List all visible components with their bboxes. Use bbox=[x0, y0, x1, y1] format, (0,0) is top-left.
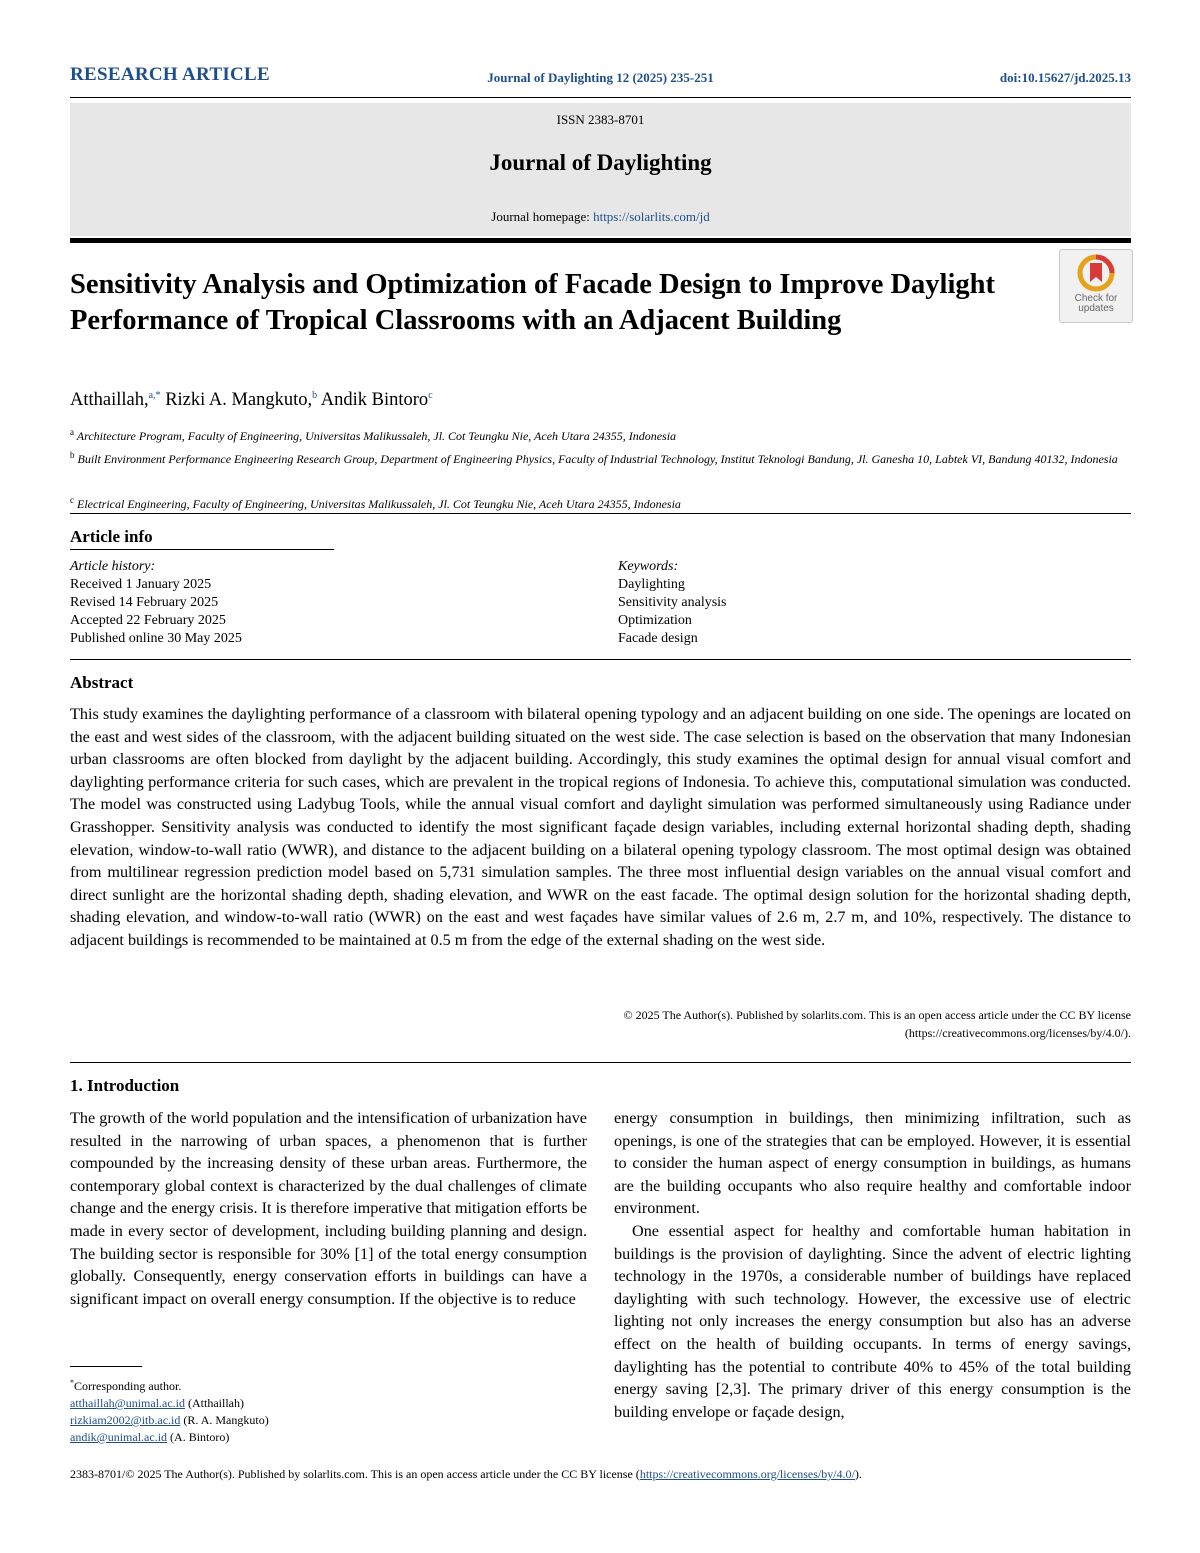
article-history bbox=[70, 558, 242, 648]
corresponding-author-footnote: *Corresponding author. atthaillah@unimal.ac.id (Atthaillah) rizkiam2002@itb.ac.id (R. A. Mangkuto) andik@unimal.ac.id (A. Bintoro) bbox=[70, 1378, 269, 1444]
abstract-text: This study examines the daylighting performance of a classroom with bilateral opening typology and an adjacent building on one side. The openings are located on the east and west sides of the classroom, with the adjacent building situated on the west side. The case selection is based on the observation that many Indonesian urban classrooms are often blocked from daylight by the adjacent building. Accordingly, this study examines the optimal design for annual visual comfort and daylighting performance criteria for such cases, which are prevalent in the tropical regions of Indonesia. To achieve this, computational simulation was conducted. The model was constructed using Ladybug Tools, while the annual visual comfort and daylight simulation was performed simultaneously using Radiance under Grasshopper. Sensitivity analysis was conducted to identify the most significant façade design variables, including external horizontal shading depth, shading elevation, window-to-wall ratio (WWR), and distance to the adjacent building on a bilateral opening typology classroom. The most optimal design was obtained from multilinear regression prediction model based on 5,731 simulation samples. The three most influential design variables on the annual visual comfort and direct sunlight are the horizontal shading depth, shading elevation, and WWR on the east facade. The optimal design solution for the horizontal shading depth, shading elevation, and window-to-wall ratio (WWR) on the east and west façades have similar values of 2.6 m, 2.7 m, and 10%, respectively. The distance to adjacent buildings is recommended to be maintained at 0.5 m from the edge of the external shading on the west side. bbox=[70, 705, 1131, 949]
article-type: RESEARCH ARTICLE bbox=[70, 64, 270, 85]
author-name: Atthaillah, bbox=[70, 390, 149, 411]
section-rule bbox=[70, 1062, 1131, 1063]
journal-reference: Journal of Daylighting 12 (2025) 235-251 bbox=[487, 70, 714, 85]
article-info-rule bbox=[70, 549, 334, 550]
copyright-notice: © 2025 The Author(s). Published by solarlits.com. This is an open access article under the CC BY license (https://creativecommons.org/licenses/by/4.0/). bbox=[431, 1006, 1131, 1042]
article-title: Sensitivity Analysis and Optimization of Facade Design to Improve Daylight Performance of Tropical Classrooms with an Adjacent Building bbox=[70, 269, 995, 336]
footer-license-link[interactable]: https://creativecommons.org/licenses/by/4.0/ bbox=[639, 1467, 855, 1481]
homepage-link[interactable]: https://solarlits.com/jd bbox=[593, 209, 710, 224]
page-footer: 2383-8701/© 2025 The Author(s). Published by solarlits.com. This is an open access article under the CC BY license (https://creativecommons.org/licenses/by/4.0/). bbox=[70, 1467, 862, 1481]
journal-name: Journal of Daylighting bbox=[489, 150, 712, 175]
homepage-label: Journal homepage: bbox=[491, 209, 594, 224]
introduction-heading: 1. Introduction bbox=[70, 1076, 180, 1095]
author-affiliation-mark[interactable]: a,* bbox=[148, 390, 161, 401]
history-item: Accepted 22 February 2025 bbox=[70, 613, 226, 628]
keyword: Facade design bbox=[618, 631, 698, 646]
paragraph: The growth of the world population and the intensification of urbanization have resulted in the narrowing of urban spaces, a phenomenon that is further compounded by the increasing density of these urban areas. Furthermore, the contemporary global context is characterized by the dual challenges of climate change and the energy crisis. It is therefore imperative that mitigation efforts be made in every sector of development, including building planning and design. The building sector is responsible for 30% [1] of the total energy consumption globally. Consequently, energy conservation efforts in buildings can have a significant impact on overall energy consumption. If the objective is to reduce bbox=[70, 1109, 587, 1308]
history-item: Published online 30 May 2025 bbox=[70, 631, 242, 646]
author-affiliation-mark[interactable]: b bbox=[312, 390, 318, 401]
section-rule bbox=[70, 513, 1131, 514]
keyword: Daylighting bbox=[618, 577, 685, 592]
author-affiliation-mark[interactable]: c bbox=[428, 390, 433, 401]
article-info-heading: Article info bbox=[70, 527, 153, 546]
affiliation: $^b$ Built Environment Performance Engineering Research Group, Department of Engineering Physics, Faculty of Industrial Technology, Institut Teknologi Bandung, Jl. Ganesha 10, Labtek VI, Bandung 40132, Indonesia bbox=[70, 450, 1118, 466]
bookmark-ring-icon bbox=[1077, 254, 1115, 292]
footnote-rule bbox=[70, 1366, 142, 1367]
doi-link[interactable]: doi:10.15627/jd.2025.13 bbox=[999, 70, 1131, 85]
body-column-right bbox=[614, 1107, 1131, 1423]
section-rule bbox=[70, 659, 1131, 660]
keywords-label: Keywords: bbox=[618, 559, 679, 574]
email-link[interactable]: atthaillah@unimal.ac.id bbox=[70, 1396, 186, 1410]
history-item: Received 1 January 2025 bbox=[70, 577, 212, 592]
banner-rule bbox=[70, 238, 1131, 243]
email-link[interactable]: andik@unimal.ac.id bbox=[70, 1430, 168, 1444]
paper-page bbox=[70, 0, 1131, 1553]
keywords bbox=[618, 558, 727, 648]
license-link[interactable]: (https://creativecommons.org/licenses/by/4.0/). bbox=[904, 1026, 1131, 1040]
badge-label: Check for updates bbox=[1074, 293, 1118, 314]
journal-banner bbox=[70, 103, 1131, 236]
affiliation: $^a$ Architecture Program, Faculty of Engineering, Universitas Malikussaleh, Jl. Cot Teungku Nie, Aceh Utara 24355, Indonesia bbox=[70, 427, 677, 443]
abstract-heading: Abstract bbox=[70, 673, 134, 692]
header-rule bbox=[70, 97, 1131, 98]
keyword: Sensitivity analysis bbox=[618, 595, 727, 610]
history-item: Revised 14 February 2025 bbox=[70, 595, 219, 610]
affiliation: $^c$ Electrical Engineering, Faculty of Engineering, Universitas Malikussaleh, Jl. Cot Teungku Nie, Aceh Utara 24355, Indonesia bbox=[70, 495, 681, 511]
author-name: Rizki A. Mangkuto, bbox=[160, 390, 313, 411]
author-list bbox=[70, 390, 433, 411]
paragraph: One essential aspect for healthy and comfortable human habitation in buildings is the provision of daylighting. Since the advent of electric lighting technology in the 1970s, a considerable number of buildings have replaced daylighting with such technology. However, the excessive use of electric lighting not only increases the energy consumption but also has an adverse effect on the health of building occupants. In terms of energy savings, daylighting has the potential to contribute 40% to 45% of the total building energy saving [2,3]. The primary driver of this energy consumption is the building envelope or façade design, bbox=[614, 1221, 1131, 1421]
body-column-left bbox=[70, 1107, 587, 1310]
keyword: Optimization bbox=[618, 613, 692, 628]
issn: ISSN 2383-8701 bbox=[556, 112, 645, 127]
journal-homepage bbox=[70, 209, 1131, 225]
email-link[interactable]: rizkiam2002@itb.ac.id bbox=[70, 1413, 181, 1427]
author-name: Andik Bintoro bbox=[317, 390, 429, 411]
check-for-updates-button[interactable] bbox=[1059, 249, 1133, 323]
paragraph: energy consumption in buildings, then minimizing infiltration, such as openings, is one of the strategies that can be employed. However, it is essential to consider the human aspect of energy consumption in buildings, as humans are the building occupants who also require healthy and comfortable indoor environment. bbox=[614, 1109, 1131, 1218]
history-label: Article history: bbox=[70, 559, 156, 574]
